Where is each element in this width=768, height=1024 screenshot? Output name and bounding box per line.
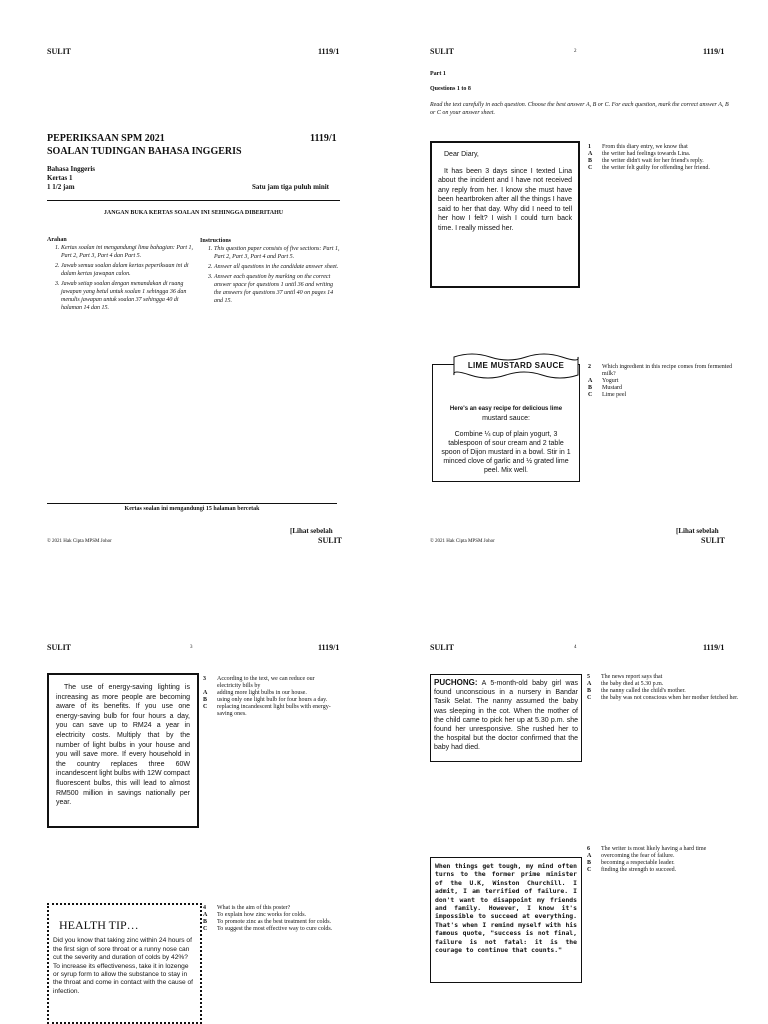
questions-range: Questions 1 to 8 — [430, 86, 471, 92]
instructions-title: Instructions — [200, 238, 232, 244]
energy-text-box: The use of energy-saving lighting is increasing as more people are becoming aware of its benefits. If you use one energy-saving bulb for four hours a day, you can save up to RM24 a year in electricity costs. Multiply that by the number of light bulbs in your house and you will save more. If every household in the country replaces three 60W incandescent light bulbs with 12W compact fluorescent bulbs, this will lead to almost RM500 million in savings nationally per year. — [47, 673, 199, 828]
option-a: the baby died at 5.30 p.m. — [601, 681, 664, 687]
paper-code: 1119/1 — [318, 643, 340, 652]
news-box — [430, 674, 582, 762]
question-stem: According to the text, we can reduce our electricity bills by — [217, 676, 315, 689]
sulit-footer: SULIT — [701, 536, 726, 545]
subject: Bahasa Inggeris — [47, 165, 96, 173]
option-a: overcoming the fear of failure. — [601, 853, 675, 859]
question-6: 6 The writer is most likely having a hard time A overcoming the fear of failure. B becoming a respectable leader. C finding the strength to succeed. — [587, 846, 707, 873]
page-number: 4 — [574, 645, 577, 650]
lihat-sebelah: [Lihat sebelah — [290, 527, 333, 535]
warning: JANGAN BUKA KERTAS SOALAN INI SEHINGGA DIBERITAHU — [103, 210, 284, 216]
footer-divider — [47, 503, 337, 504]
option-b: the writer didn't wait for her friend's reply. — [602, 158, 704, 164]
question-number: 3 — [203, 676, 206, 682]
option-c: To suggest the most effective way to cure colds. — [217, 926, 333, 932]
question-stem: From this diary entry, we know that — [602, 144, 688, 150]
page-count: Kertas soalan ini mengandungi 15 halaman bercetak — [124, 506, 260, 512]
option-c: the writer felt guilty for offending her friend. — [602, 165, 710, 171]
question-2: 2 Which ingredient in this recipe comes from fermented milk? A Yogurt B Mustard C Lime peel — [588, 364, 738, 399]
option-c: replacing incandescent light bulbs with energy-saving ones. — [217, 704, 331, 717]
paper-code: 1119/1 — [703, 643, 725, 652]
question-number: 4 — [203, 905, 206, 911]
option-c: Lime peel — [602, 392, 627, 398]
instructions-block — [200, 237, 340, 307]
question-number: 2 — [588, 364, 591, 370]
copyright: © 2021 Hak Cipta MPSM Johor — [430, 539, 495, 544]
sulit-footer: SULIT — [318, 536, 343, 545]
part-instruction: Read the text carefully in each question. Choose the best answer A, B or C. For each question, mark the correct answer A, B or C on your answer sheet. — [430, 102, 729, 116]
instruction-item: 3. Answer each question by marking on the correct answer space for questions 1 until 36 and writing the answers for questions 37 until 40 on pages 14 and 15. — [214, 273, 340, 305]
diary-greeting: Dear Diary, — [444, 151, 479, 158]
option-a: the writer had feelings towards Lina. — [602, 151, 691, 157]
arahan-title: Arahan — [47, 237, 67, 243]
option-b: becoming a respectable leader. — [601, 860, 675, 866]
health-tip-box — [47, 903, 202, 1024]
option-a: adding more light bulbs in our house. — [217, 690, 307, 696]
sulit-label: SULIT — [430, 47, 455, 56]
paper-code: 1119/1 — [703, 47, 725, 56]
sulit-label: SULIT — [430, 643, 455, 652]
question-3: 3 According to the text, we can reduce our electricity bills by A adding more light bulbs in our house. B using only one light bulb for four hours a day. C replacing incandescent light bulbs with energy-saving ones. — [203, 676, 333, 718]
recipe-box — [432, 364, 580, 482]
exam-subtitle: SOALAN TUDINGAN BAHASA INGGERIS — [47, 146, 242, 157]
part-title: Part 1 — [430, 71, 446, 77]
news-place: PUCHONG: — [434, 678, 478, 687]
question-stem: The news report says that — [601, 674, 663, 680]
question-4: 4 What is the aim of this poster? A To explain how zinc works for colds. B To promote zinc as the best treatment for colds. C To suggest the most effective way to cure colds. — [203, 905, 333, 932]
recipe-title: LIME MUSTARD SAUCE — [467, 361, 565, 370]
arahan-block — [47, 236, 197, 314]
diary-text: It has been 3 days since I texted Lina about the incident and I have not received any reply from her. I know she must have been heartbroken after all the things I have said to her that day. Why did I need to tell her how I felt? I wish I could turn back time. I really missed her. — [438, 167, 572, 232]
divider — [47, 200, 340, 201]
question-number: 5 — [587, 674, 590, 680]
duration: 1 1/2 jam — [47, 183, 75, 191]
option-c: the baby was not conscious when her mother fetched her. — [601, 695, 739, 701]
question-stem: What is the aim of this poster? — [217, 905, 291, 911]
sulit-label: SULIT — [47, 643, 72, 652]
option-b: using only one light bulb for four hours a day. — [217, 697, 328, 703]
option-b: Mustard — [602, 385, 622, 391]
copyright: © 2021 Hak Cipta MPSM Johor — [47, 539, 112, 544]
recipe-text: Combine ¼ cup of plain yogurt, 3 tablespoon of sour cream and 2 table spoon of Dijon mustard in a bowl. Stir in 1 minced clove of garlic and ½ grated lime peel. Mix well. — [441, 431, 571, 474]
paper: Kertas 1 — [47, 174, 73, 182]
option-a: To explain how zinc works for colds. — [217, 912, 307, 918]
exam-title: PEPERIKSAAN SPM 2021 — [47, 133, 165, 144]
option-b: the nanny called the child's mother. — [601, 688, 686, 694]
instruction-item: 2. Answer all questions in the candidate answer sheet. — [214, 263, 340, 271]
lihat-sebelah: [Lihat sebelah — [676, 527, 719, 535]
option-a: Yogurt — [602, 378, 619, 384]
diary-box — [430, 141, 580, 288]
page-number: 3 — [190, 645, 193, 650]
arahan-item: 3. Jawab setiap soalan dengan menandakan di ruang jawapan yang betul untuk soalan 1 sehingga 36 dan menulis jawapan untuk soalan 37 sehingga 40 di halaman 14 dan 15. — [61, 280, 197, 312]
instruction-item: 1. This question paper consists of five sections: Part 1, Part 2, Part 3, Part 4 and Part 5. — [214, 245, 340, 261]
cover-code: 1119/1 — [310, 133, 337, 144]
arahan-item: 1. Kertas soalan ini mengandungi lima bahagian: Part 1, Part 2, Part 3, Part 4 dan Part 5. — [61, 244, 197, 260]
option-c: finding the strength to succeed. — [601, 867, 677, 873]
question-stem: Which ingredient in this recipe comes from fermented milk? — [602, 364, 733, 377]
sulit-label: SULIT — [47, 47, 72, 56]
question-number: 1 — [588, 144, 591, 150]
duration-malay: Satu jam tiga puluh minit — [252, 183, 330, 191]
quote-box: When things get tough, my mind often turns to the former prime minister of the U.K, Winston Churchill. I admit, I am terrified of failure. I don't want to disappoint my friends and family. However, I know it's impossible to succeed at everything. That's when I remind myself with his famous quote, "success is not final, failure is not fatal: it is the courage to continue that counts." — [430, 857, 582, 983]
news-text: A 5-month-old baby girl was found unconscious in a nursery in Bandar Tasik Selat. The nanny assumed the baby was sleeping in the cot. When the mother of the child came to pick her up at 5.30 p.m. she found her unresponsive. She rushed her to the hospital but the doctor confirmed that the baby had died. — [434, 680, 578, 752]
health-text: Did you know that taking zinc within 24 hours of the first sign of sore throat or a runny nose can cut the severity and duration of colds by 42%? To increase its effectiveness, take it in lozenge or syrup form to allow the substance to stay in the throat and come in contact with the cause of infection. — [53, 937, 194, 995]
question-5: 5 The news report says that A the baby died at 5.30 p.m. B the nanny called the child's mother. C the baby was not conscious when her mother fetched her. — [587, 674, 739, 701]
page-number: 2 — [574, 49, 577, 54]
question-number: 6 — [587, 846, 590, 852]
arahan-item: 2. Jawab semua soalan dalam kertas peperiksaan ini di dalam kertas jawapan calon. — [61, 262, 197, 278]
question-stem: The writer is most likely having a hard time — [601, 846, 707, 852]
option-b: To promote zinc as the best treatment for colds. — [217, 919, 332, 925]
question-1: 1 From this diary entry, we know that A the writer had feelings towards Lina. B the writer didn't wait for her friend's reply. C the writer felt guilty for offending her friend. — [588, 144, 710, 171]
paper-code: 1119/1 — [318, 47, 340, 56]
recipe-lead: Here's an easy recipe for delicious lime — [449, 406, 563, 412]
recipe-lead-2: mustard sauce: — [482, 415, 530, 422]
health-title: HEALTH TIP… — [59, 918, 139, 932]
